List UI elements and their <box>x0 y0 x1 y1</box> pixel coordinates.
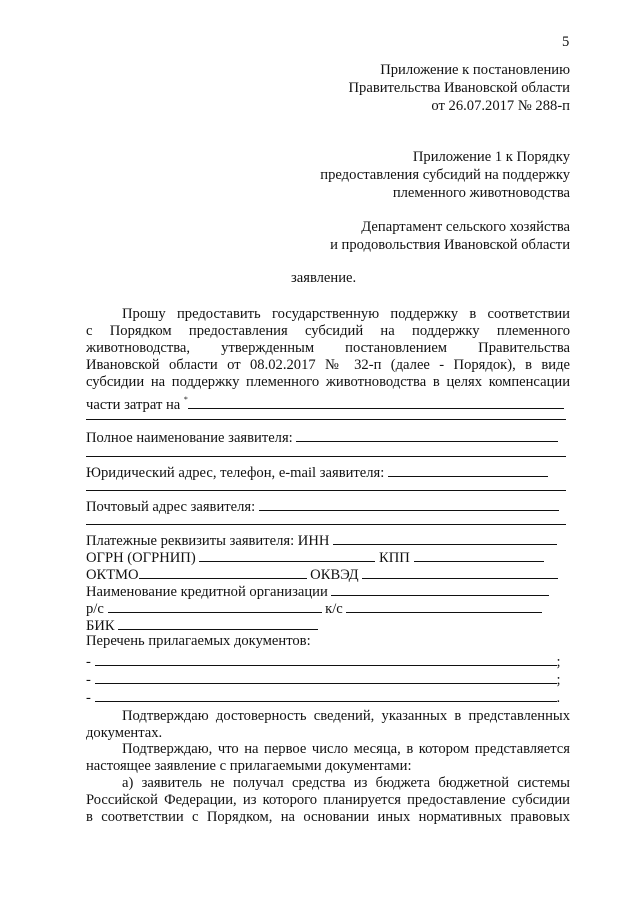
intro-line: субсидии на поддержку племенного животноводства в целях компенсации <box>86 374 570 390</box>
inn-field[interactable] <box>333 531 557 545</box>
confirm-line: документах. <box>86 725 163 741</box>
postal-address-label: Почтовый адрес заявителя: <box>86 499 256 515</box>
confirm-line: Подтверждаю, что на первое число месяца, в котором представляется <box>122 741 570 757</box>
confirm-line: настоящее заявление с прилагаемыми документами: <box>86 758 412 774</box>
corr-account-field[interactable] <box>346 599 542 613</box>
header-appendix-line1: Приложение к постановлению <box>380 62 570 78</box>
addressee-line2: и продовольствия Ивановской области <box>330 237 570 253</box>
legal-address-label: Юридический адрес, телефон, e-mail заявителя: <box>86 465 385 481</box>
doc-item-dash: - <box>86 672 91 688</box>
doc-item-dash: - <box>86 690 91 706</box>
header-order-line1: Приложение 1 к Порядку <box>412 149 570 165</box>
postal-address-row <box>86 497 559 516</box>
documents-list-label: Перечень прилагаемых документов: <box>86 633 311 649</box>
full-name-label: Полное наименование заявителя: <box>86 430 293 446</box>
bik-field[interactable] <box>118 616 318 630</box>
bank-name-label: Наименование кредитной организации <box>86 584 328 600</box>
payment-details-label: Платежные реквизиты заявителя: ИНН <box>86 533 330 549</box>
account-field[interactable] <box>108 599 322 613</box>
cost-purpose-field[interactable] <box>188 395 564 409</box>
doc-item-end: ; <box>556 654 561 670</box>
intro-line: животноводства, утвержденным постановлением Правительства <box>86 340 570 356</box>
confirm-date-paragraph <box>86 741 570 775</box>
okved-label: ОКВЭД <box>310 567 359 583</box>
header-order-line2: предоставления субсидий на поддержку <box>320 167 570 183</box>
okved-field[interactable] <box>362 565 558 579</box>
full-name-field[interactable] <box>296 428 558 442</box>
intro-line: Ивановской области от 08.02.2017 № 32-п (далее - Порядок), в виде <box>86 357 570 373</box>
doc-item-field[interactable] <box>95 670 557 684</box>
bik-label: БИК <box>86 618 115 634</box>
header-appendix-line3: от 26.07.2017 № 288-п <box>431 98 570 114</box>
postal-address-field[interactable] <box>259 497 559 511</box>
doc-item-end: ; <box>556 672 561 688</box>
doc-item <box>86 670 561 689</box>
kpp-field[interactable] <box>414 548 544 562</box>
header-order-line3: племенного животноводства <box>392 185 570 201</box>
item-a-line: Российской Федерации, из которого планируется предоставление субсидии <box>86 792 570 808</box>
addressee-line1: Департамент сельского хозяйства <box>361 219 570 235</box>
confirm-line: Подтверждаю достоверность сведений, указанных в представленных <box>122 708 570 724</box>
full-name-row <box>86 428 558 447</box>
ogrn-label: ОГРН (ОГРНИП) <box>86 550 196 566</box>
footnote-mark: * <box>183 395 188 404</box>
doc-item-field[interactable] <box>95 652 557 666</box>
postal-address-field-line2[interactable] <box>86 524 566 525</box>
page-number: 5 <box>562 34 570 50</box>
doc-item <box>86 688 560 707</box>
cost-purpose-field-line2[interactable] <box>86 419 566 420</box>
intro-text: части затрат на <box>86 397 181 413</box>
intro-line: с Порядком предоставления субсидий на поддержку племенного <box>86 323 570 339</box>
oktmo-label: ОКТМО <box>86 567 139 583</box>
item-a-line: в соответствии с Порядком, на основании иных нормативных правовых <box>86 809 570 825</box>
intro-line: Прошу предоставить государственную поддержку в соответствии <box>122 306 570 322</box>
header-appendix-line2: Правительства Ивановской области <box>348 80 570 96</box>
bank-name-field[interactable] <box>331 582 549 596</box>
full-name-field-line2[interactable] <box>86 456 566 457</box>
intro-line-last <box>86 391 570 414</box>
doc-item-field[interactable] <box>95 688 557 702</box>
doc-item-dash: - <box>86 654 91 670</box>
item-a-line: а) заявитель не получал средства из бюджета бюджетной системы <box>122 775 570 791</box>
document-title: заявление. <box>291 270 357 286</box>
legal-address-field-line2[interactable] <box>86 490 566 491</box>
doc-item <box>86 652 561 671</box>
doc-item-end: . <box>556 690 561 706</box>
corr-account-label: к/с <box>325 601 343 617</box>
confirm-accuracy-paragraph <box>86 708 570 742</box>
ogrn-field[interactable] <box>199 548 375 562</box>
kpp-label: КПП <box>379 550 410 566</box>
oktmo-field[interactable] <box>139 565 307 579</box>
intro-paragraph <box>86 306 570 414</box>
legal-address-row <box>86 463 548 482</box>
account-label: р/с <box>86 601 104 617</box>
item-a-paragraph <box>86 775 570 826</box>
legal-address-field[interactable] <box>388 463 548 477</box>
